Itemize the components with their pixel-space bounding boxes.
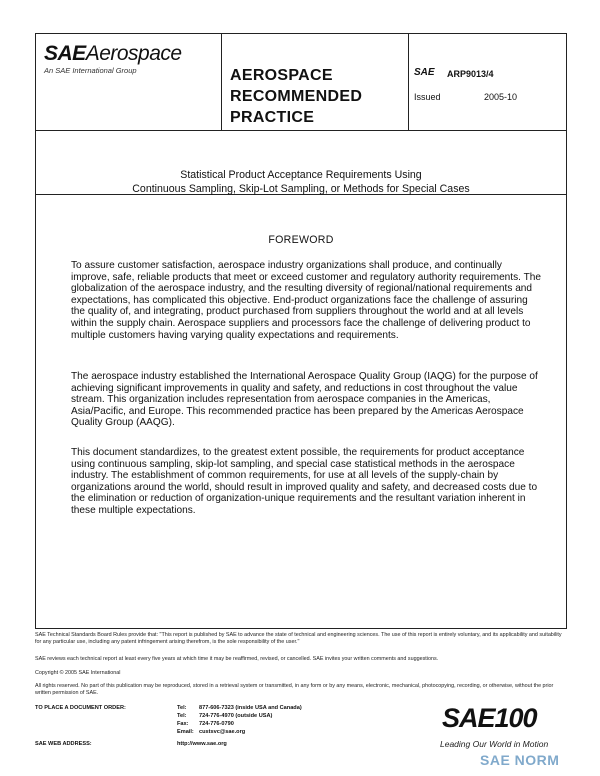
- tel-number-1: 877-606-7323 (inside USA and Canada): [199, 705, 302, 711]
- title-line: RECOMMENDED: [230, 88, 363, 105]
- footer-rights: All rights reserved. No part of this publication may be reproduced, stored in a retrieval system or transmitted, in any form or by any means, electronic, mechanical, photocopying, recording, or otherwise, without the prior written permission of SAE.: [35, 683, 554, 696]
- fax-number: 724-776-0790: [199, 721, 234, 727]
- foreword-heading: FOREWORD: [268, 234, 334, 246]
- foreword-paragraph: The aerospace industry established the International Aerospace Quality Group (IAQG) for the purpose of achieving significant improvements in quality and safety, and reductions in cost throughout the value stream. This organization includes representation from aerospace companies in the Americas, Asia/Pacific, and Europe. This recommended practice has been prepared by the Americas Aerospace Quality Group (AAQG).: [71, 371, 538, 429]
- foreword-paragraph: This document standardizes, to the greatest extent possible, the requirements for product acceptance using continuous sampling, skip-lot sampling, and special case statistical methods in the aerospace industry. The establishment of common requirements, for use at all levels of the supply-chain by organizations around the world, should result in improved quality and safety, and decreased costs due to the elimination or reduction of organization-unique requirements and the resultant variation inherent in these multiple expectations.: [71, 447, 538, 516]
- foreword-paragraph: To assure customer satisfaction, aerospace industry organizations shall produce, and continually improve, safe, reliable products that meet or exceed customer and regulatory authority requirements. The globalization of the aerospace industry, and the resulting diversity of regional/national requirements and expectations, has complicated this objective. End-product organizations face the challenge of assuring the quality of, and integrating, product purchased from suppliers throughout the world and at all levels within the supply chain. Aerospace suppliers and processors face the challenge of delivering product to multiple customers having varying quality expectations and requirements.: [71, 260, 541, 341]
- title-line: AEROSPACE: [230, 67, 333, 84]
- fax-label: Fax:: [177, 721, 189, 727]
- document-title: [40, 168, 562, 196]
- logo-subtitle: An SAE International Group: [44, 66, 137, 75]
- order-label: TO PLACE A DOCUMENT ORDER:: [35, 705, 126, 711]
- footer-rules: SAE Technical Standards Board Rules provide that: "This report is published by SAE to advance the state of technical and engineering sciences. The use of this report is entirely voluntary, and its applicability and suitability for any particular use, including any patent infringement arising therefrom, is the sole responsibility of the user.": [35, 632, 562, 645]
- header-col-divider-1: [221, 34, 222, 130]
- email-link[interactable]: custsvc@sae.org: [199, 729, 246, 735]
- sae100-logo: SAE100: [442, 703, 537, 733]
- logo-sae-text: SAE: [44, 42, 86, 65]
- web-link[interactable]: http://www.sae.org: [177, 741, 227, 747]
- footer-review: SAE reviews each technical report at least every five years at which time it may be reaffirmed, revised, or cancelled. SAE invites your written comments and suggestions.: [35, 656, 439, 662]
- logo-aero-text: Aerospace: [85, 42, 182, 65]
- brand-tagline: Leading Our World in Motion: [440, 739, 549, 749]
- issued-date: 2005-10: [484, 92, 518, 102]
- email-label: Email:: [177, 729, 194, 735]
- document-title-line: Statistical Product Acceptance Requirements Using: [180, 169, 422, 181]
- header-col-divider-2: [408, 34, 409, 130]
- header-divider: [36, 130, 566, 131]
- document-title-line: Continuous Sampling, Skip-Lot Sampling, or Methods for Special Cases: [132, 183, 470, 195]
- tel-label: Tel:: [177, 713, 187, 719]
- issued-label: Issued: [414, 92, 441, 102]
- watermark: SAE NORM: [480, 752, 560, 768]
- sae-mini-logo: SAE: [414, 67, 435, 78]
- tel-number-2: 724-776-4970 (outside USA): [199, 713, 273, 719]
- title-line: PRACTICE: [230, 109, 315, 126]
- document-number: ARP9013/4: [447, 69, 494, 79]
- web-label: SAE WEB ADDRESS:: [35, 741, 92, 747]
- footer-copyright: Copyright © 2005 SAE International: [35, 670, 121, 676]
- document-type-title: [230, 65, 362, 128]
- tel-label: Tel:: [177, 705, 187, 711]
- sae-aerospace-logo: [44, 42, 182, 66]
